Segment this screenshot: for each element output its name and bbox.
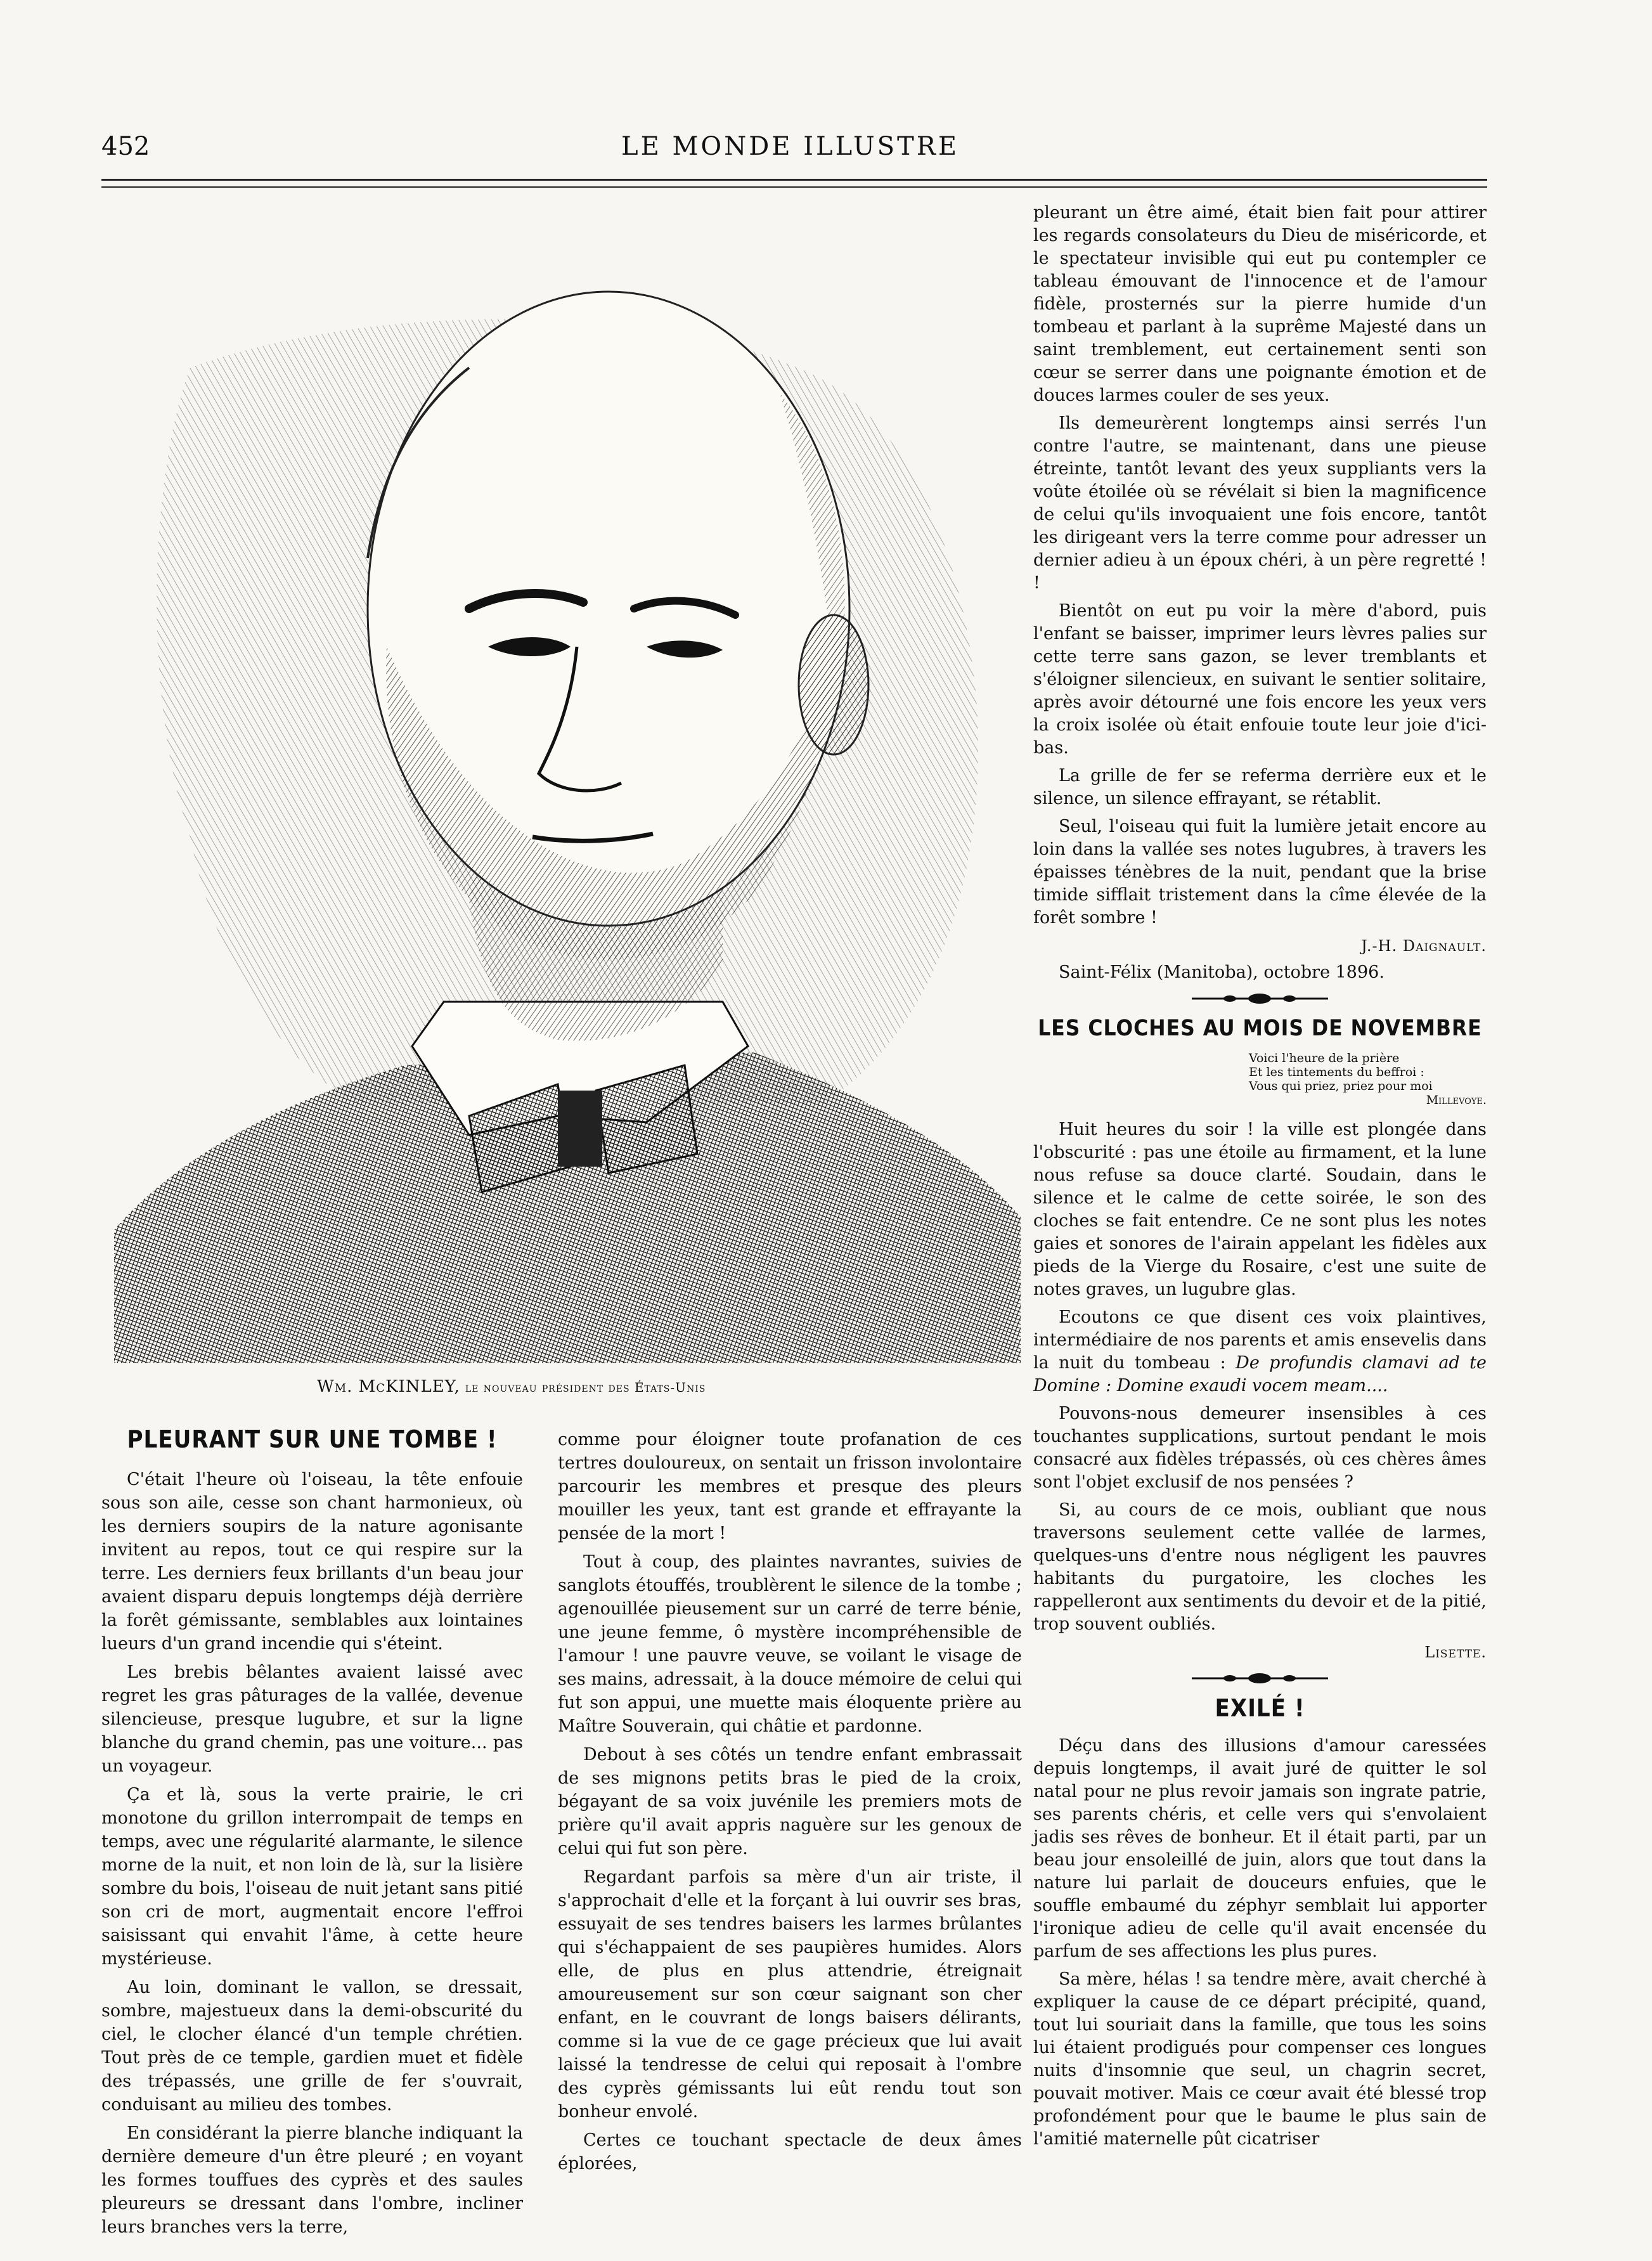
article2-epigraph bbox=[1249, 1051, 1487, 1107]
article1-continuation: comme pour éloigner toute profanation de ces tertres douloureux, on sentait un frisson involontaire parcourir les membres et presque des pleurs mouiller les yeux, tant est grande et effrayante la pensée de la mort ! bbox=[558, 1430, 1022, 1543]
page-number: 452 bbox=[101, 132, 150, 161]
article2-paragraph: Pouvons-nous demeurer insensibles à ces touchantes supplications, surtout pendant le mois consacré aux fidèles trépassés, où ces chères âmes sont l'objet exclusif de nos pensées ? bbox=[1033, 1404, 1487, 1492]
article1-paragraph: Certes ce touchant spectacle de deux âmes éplorées, bbox=[558, 2130, 1022, 2174]
right-column bbox=[1033, 202, 1487, 2156]
article3-paragraph: Déçu dans des illusions d'amour caressées depuis longtemps, il avait juré de quitter le sol natal pour ne plus revoir jamais son ingrate patrie, ses parents chéris, et celle vers qui s'envolaient jadis ses rêves de bonheur. Et il était parti, par un beau jour ensoleillé de juin, alors que tout dans la nature lui parlait de douceurs enfuies, que le souffle embaumé du zéphyr semblait lui apporter l'ironique adieu de celle qu'il avait encensée du parfum de ses affections les plus pures. bbox=[1033, 1736, 1487, 1961]
article2-latin-quote: De profundis clamavi ad te Domine : Domine exaudi vocem meam.... bbox=[1033, 1353, 1487, 1396]
section-separator bbox=[1033, 989, 1487, 1008]
article2-paragraph bbox=[1033, 1306, 1487, 1397]
article1-continuation: pleurant un être aimé, était bien fait pour attirer les regards consolateurs du Dieu de miséricorde, et le spectateur invisible qui eut pu contempler ce tableau émouvant de l'innocence et de l'amour fidèle, prosternés sur la pierre humide d'un tombeau et parlant à la suprême Majesté dans un saint tremblement, eut certainement senti son cœur se serrer dans une poignante émotion et de douces larmes couler de ses yeux. bbox=[1033, 203, 1487, 405]
article1-column-1 bbox=[101, 1425, 523, 2244]
article1-paragraph: Seul, l'oiseau qui fuit la lumière jetait encore au loin dans la vallée ses notes lugubres, à travers les épaisses ténèbres de la nuit, pendant que la brise timide sifflait tristement dans la cîme élevée de la forêt sombre ! bbox=[1033, 817, 1487, 928]
article1-paragraph: Regardant parfois sa mère d'un air triste, il s'approchait d'elle et la forçant à lui ouvrir ses bras, essuyait de ses tendres baisers les larmes brûlantes qui s'échappaient de ses paupières humides. Alors elle, de plus en plus attendrie, étreignait amoureusement sur son cœur saignant son cher enfant, en le couvrant de longs baisers délirants, comme si la vue de ce gage précieux que lui avait laissé la tendresse de celui qui reposait à l'ombre des cyprès gémissants lui eût rendu tout son bonheur envolé. bbox=[558, 1867, 1022, 2122]
article1-paragraph: Tout à coup, des plaintes navrantes, suivies de sanglots étouffés, troublèrent le silence de la tombe ; agenouillée pieusement sur un carré de terre bénie, une jeune femme, ô mystère incompréhensible de l'amour ! une pauvre veuve, se voilant le visage de ses mains, adressait, à la douce mémoire de celui qui fut son appui, une muette mais éloquente prière au Maître Souverain, qui châtie et pardonne. bbox=[558, 1552, 1022, 1736]
article1-paragraph: C'était l'heure où l'oiseau, la tête enfouie sous son aile, cesse son chant harmonieux, où les derniers soupirs de la nature agonisante invitent au repos, tout ce qui respire sur la terre. Les derniers feux brillants d'un beau jour avaient disparu depuis longtemps déjà derrière la forêt gémissante, semblables aux lointaines lueurs d'un grand incendie qui s'éteint. bbox=[101, 1470, 523, 1654]
article1-paragraph: En considérant la pierre blanche indiquant la dernière demeure d'un être pleuré ; en voyant les formes touffues des cyprès et des saules pleureurs se dressant dans l'ombre, incliner leurs branches vers la terre, bbox=[101, 2123, 523, 2237]
article2-paragraph: Huit heures du soir ! la ville est plongée dans l'obscurité : pas une étoile au firmament, et la lune nous refuse sa douce clarté. Soudain, dans le silence et le calme de cette soirée, le son des cloches se fait entendre. Ce ne sont plus les notes gaies et sonores de l'airain appelant les fidèles aux pieds de la Vierge du Rosaire, c'est une suite de notes graves, un lugubre glas. bbox=[1033, 1120, 1487, 1299]
header-rule-bottom bbox=[101, 186, 1487, 188]
article3-title: EXILÉ ! bbox=[1215, 1694, 1305, 1722]
epigraph-line: Voici l'heure de la prière bbox=[1249, 1051, 1400, 1065]
article2-title: LES CLOCHES AU MOIS DE NOVEMBRE bbox=[1038, 1016, 1482, 1041]
section-separator bbox=[1033, 1669, 1487, 1688]
article1-paragraph: Ils demeurèrent longtemps ainsi serrés l'un contre l'autre, se maintenant, dans une pieuse étreinte, tantôt levant des yeux suppliants vers la voûte étoilée où se révélait si bien la magnificence de celui qu'ils invoquaient une fois encore, tantôt les dirigeant vers la terre comme pour adresser un dernier adieu à un époux chéri, à un père regretté ! ! bbox=[1033, 413, 1487, 593]
caption-text: le nouveau président des États-Unis bbox=[465, 1380, 706, 1395]
article2-paragraph: Si, au cours de ce mois, oubliant que nous traversons seulement cette vallée de larmes, quelques-uns d'entre nous négligent les pauvres habitants du purgatoire, les cloches les rappelleront aux sentiments du devoir et de la pitié, trop souvent oubliés. bbox=[1033, 1500, 1487, 1634]
epigraph-author: Millevoye. bbox=[1426, 1093, 1487, 1107]
epigraph-line: Vous qui priez, priez pour moi bbox=[1249, 1079, 1433, 1093]
article1-paragraph: Bientôt on eut pu voir la mère d'abord, puis l'enfant se baisser, imprimer leurs lèvres palies sur cette terre sans gazon, se lever tremblants et s'éloigner silencieux, en suivant le sentier solitaire, après avoir détourné une fois encore les yeux vers la croix isolée où était enfouie toute leur joie d'ici-bas. bbox=[1033, 601, 1487, 758]
journal-title: LE MONDE ILLUSTRE bbox=[621, 132, 960, 161]
header-rule-top bbox=[101, 179, 1487, 181]
article1-paragraph: Debout à ses côtés un tendre enfant embrassait de ses mignons petits bras le pied de la croix, bégayant de sa voix juvénile les premiers mots de prière qu'il avait appris naguère sur les genoux de celui qui fut son père. bbox=[558, 1745, 1022, 1858]
article3-paragraph: Sa mère, hélas ! sa tendre mère, avait cherché à expliquer la cause de ce départ précipité, quand, tout lui souriait dans la famille, que tous les soins lui étaient prodigués pour compenser ces longues nuits d'insomnie que seul, un chagrin secret, pouvait motiver. Mais ce cœur avait été blessé trop profondément pour que le baume le plus sain de l'amitié maternelle pût cicatriser bbox=[1033, 1969, 1487, 2149]
epigraph-line: Et les tintements du beffroi : bbox=[1249, 1065, 1424, 1079]
article2-paragraph-text: Ecoutons ce que disent ces voix plaintives, intermédiaire de nos parents et amis ensevelis dans la nuit du tombeau : bbox=[1033, 1307, 1487, 1373]
article1-column-2 bbox=[558, 1428, 1022, 2180]
article1-paragraph: Ça et là, sous la verte prairie, le cri monotone du grillon interrompait de temps en temps, avec une régularité alarmante, le silence morne de la nuit, et non loin de là, sur la lisière sombre du bois, l'oiseau de nuit jetant sans pitié son cri de mort, augmentait encore l'effroi saisissant qui envahit l'âme, à cette heure mystérieuse. bbox=[101, 1785, 523, 1969]
portrait-engraving bbox=[114, 203, 1021, 1363]
caption-name: Wm. McKINLEY, bbox=[317, 1377, 460, 1396]
article1-title: PLEURANT SUR UNE TOMBE ! bbox=[127, 1425, 498, 1453]
article1-dateline: Saint-Félix (Manitoba), octobre 1896. bbox=[1059, 962, 1384, 982]
article1-paragraph: La grille de fer se referma derrière eux et le silence, un silence effrayant, se rétablit. bbox=[1033, 766, 1487, 808]
article1-paragraph: Au loin, dominant le vallon, se dressait, sombre, majestueux dans la demi-obscurité du ciel, le clocher élancé d'un temple chrétien. Tout près de ce temple, gardien muet et fidèle des trépassés, une grille de fer s'ouvrait, conduisant au milieu des tombes. bbox=[101, 1978, 523, 2115]
article1-paragraph: Les brebis bêlantes avaient laissé avec regret les gras pâturages de la vallée, devenue silencieuse, presque lugubre, et sur la ligne blanche du grand chemin, pas une voiture... pas un voyageur. bbox=[101, 1662, 523, 1776]
article2-signature: Lisette. bbox=[1424, 1643, 1487, 1661]
article1-signature: J.-H. Daignault. bbox=[1361, 937, 1487, 955]
